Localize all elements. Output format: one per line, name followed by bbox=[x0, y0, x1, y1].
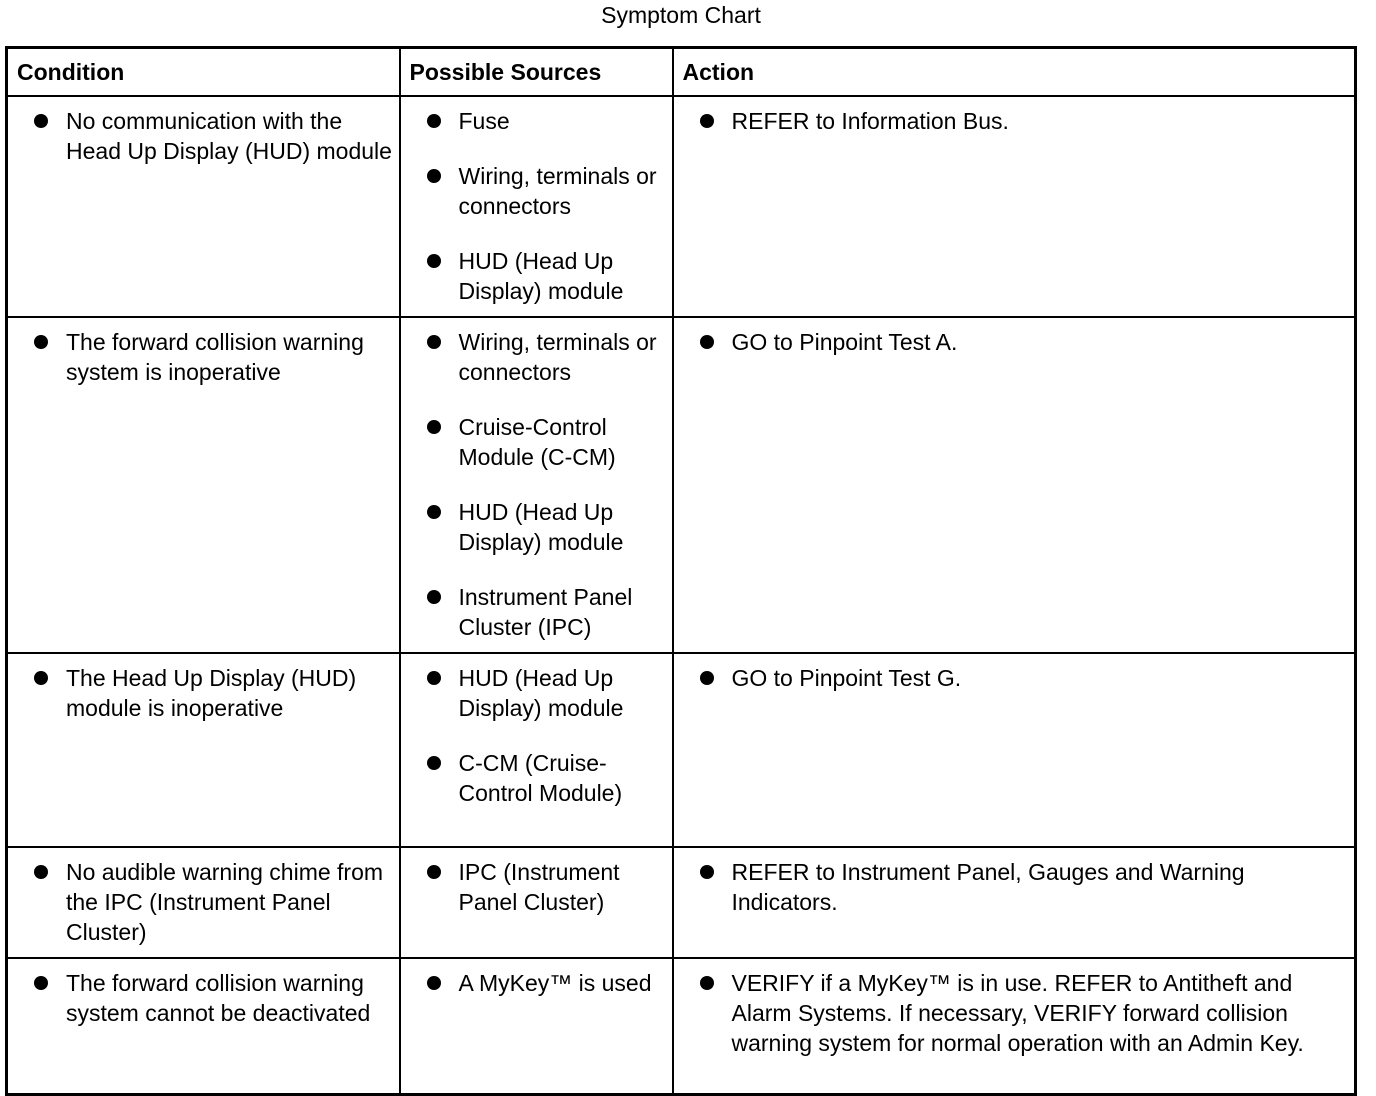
header-action: Action bbox=[673, 48, 1356, 97]
list-item bbox=[401, 497, 672, 557]
source-text: Fuse bbox=[458, 108, 510, 134]
bullet-icon bbox=[427, 865, 441, 879]
list-item bbox=[8, 327, 399, 387]
condition-cell bbox=[7, 317, 400, 653]
bullet-icon bbox=[34, 114, 48, 128]
list-item bbox=[401, 748, 672, 808]
list-item bbox=[674, 327, 1355, 357]
list-item bbox=[8, 857, 399, 947]
list-item bbox=[8, 968, 399, 1028]
header-condition: Condition bbox=[7, 48, 400, 97]
condition-cell bbox=[7, 958, 400, 1094]
bullet-icon bbox=[427, 420, 441, 434]
list-item bbox=[401, 663, 672, 723]
bullet-icon bbox=[427, 254, 441, 268]
condition-cell bbox=[7, 96, 400, 317]
source-text: HUD (Head Up Display) module bbox=[458, 665, 624, 721]
list-item bbox=[674, 857, 1355, 917]
sources-cell bbox=[400, 847, 673, 958]
source-text: C-CM (Cruise-Control Module) bbox=[458, 750, 623, 806]
source-text: Wiring, terminals or connectors bbox=[458, 329, 657, 385]
bullet-icon bbox=[427, 976, 441, 990]
list-item bbox=[401, 857, 672, 917]
condition-text: No communication with the Head Up Display (HUD) module bbox=[66, 108, 392, 164]
source-text: HUD (Head Up Display) module bbox=[458, 248, 624, 304]
sources-cell bbox=[400, 317, 673, 653]
bullet-icon bbox=[427, 671, 441, 685]
action-cell bbox=[673, 653, 1356, 847]
condition-text: The Head Up Display (HUD) module is inoperative bbox=[66, 665, 357, 721]
bullet-icon bbox=[700, 335, 714, 349]
source-text: A MyKey™ is used bbox=[458, 970, 652, 996]
list-item bbox=[8, 663, 399, 723]
list-item bbox=[401, 246, 672, 306]
sources-cell bbox=[400, 958, 673, 1094]
symptom-table bbox=[5, 46, 1357, 1096]
action-text: GO to Pinpoint Test G. bbox=[731, 665, 962, 691]
table-row bbox=[7, 847, 1356, 958]
action-text: REFER to Instrument Panel, Gauges and Warning Indicators. bbox=[731, 859, 1245, 915]
bullet-icon bbox=[427, 756, 441, 770]
list-item bbox=[401, 582, 672, 642]
bullet-icon bbox=[34, 671, 48, 685]
bullet-icon bbox=[700, 976, 714, 990]
action-text: REFER to Information Bus. bbox=[731, 108, 1009, 134]
source-text: IPC (Instrument Panel Cluster) bbox=[458, 859, 620, 915]
bullet-icon bbox=[34, 335, 48, 349]
bullet-icon bbox=[427, 169, 441, 183]
sources-cell bbox=[400, 653, 673, 847]
table-row bbox=[7, 96, 1356, 317]
list-item bbox=[401, 161, 672, 221]
condition-text: The forward collision warning system cannot be deactivated bbox=[66, 970, 371, 1026]
source-text: HUD (Head Up Display) module bbox=[458, 499, 624, 555]
bullet-icon bbox=[427, 114, 441, 128]
source-text: Instrument Panel Cluster (IPC) bbox=[458, 584, 633, 640]
source-text: Wiring, terminals or connectors bbox=[458, 163, 657, 219]
sources-cell bbox=[400, 96, 673, 317]
condition-cell bbox=[7, 653, 400, 847]
bullet-icon bbox=[427, 505, 441, 519]
list-item bbox=[674, 968, 1355, 1058]
bullet-icon bbox=[427, 335, 441, 349]
bullet-icon bbox=[700, 671, 714, 685]
action-cell bbox=[673, 317, 1356, 653]
condition-cell bbox=[7, 847, 400, 958]
bullet-icon bbox=[34, 865, 48, 879]
list-item bbox=[401, 968, 672, 998]
bullet-icon bbox=[427, 590, 441, 604]
list-item bbox=[401, 106, 672, 136]
action-cell bbox=[673, 847, 1356, 958]
page-title: Symptom Chart bbox=[601, 2, 761, 28]
table-row bbox=[7, 317, 1356, 653]
list-item bbox=[674, 663, 1355, 693]
list-item bbox=[401, 412, 672, 472]
condition-text: No audible warning chime from the IPC (Instrument Panel Cluster) bbox=[66, 859, 384, 945]
action-cell bbox=[673, 96, 1356, 317]
condition-text: The forward collision warning system is inoperative bbox=[66, 329, 364, 385]
bullet-icon bbox=[700, 865, 714, 879]
list-item bbox=[674, 106, 1355, 136]
source-text: Cruise-Control Module (C-CM) bbox=[458, 414, 616, 470]
header-possible-sources: Possible Sources bbox=[400, 48, 673, 97]
table-header-row bbox=[7, 48, 1356, 97]
action-text: VERIFY if a MyKey™ is in use. REFER to Antitheft and Alarm Systems. If necessary, VERIFY forward collision warning system for normal operation with an Admin Key. bbox=[731, 970, 1304, 1056]
table-row bbox=[7, 958, 1356, 1094]
bullet-icon bbox=[700, 114, 714, 128]
list-item bbox=[401, 327, 672, 387]
action-text: GO to Pinpoint Test A. bbox=[731, 329, 958, 355]
bullet-icon bbox=[34, 976, 48, 990]
table-row bbox=[7, 653, 1356, 847]
action-cell bbox=[673, 958, 1356, 1094]
list-item bbox=[8, 106, 399, 166]
